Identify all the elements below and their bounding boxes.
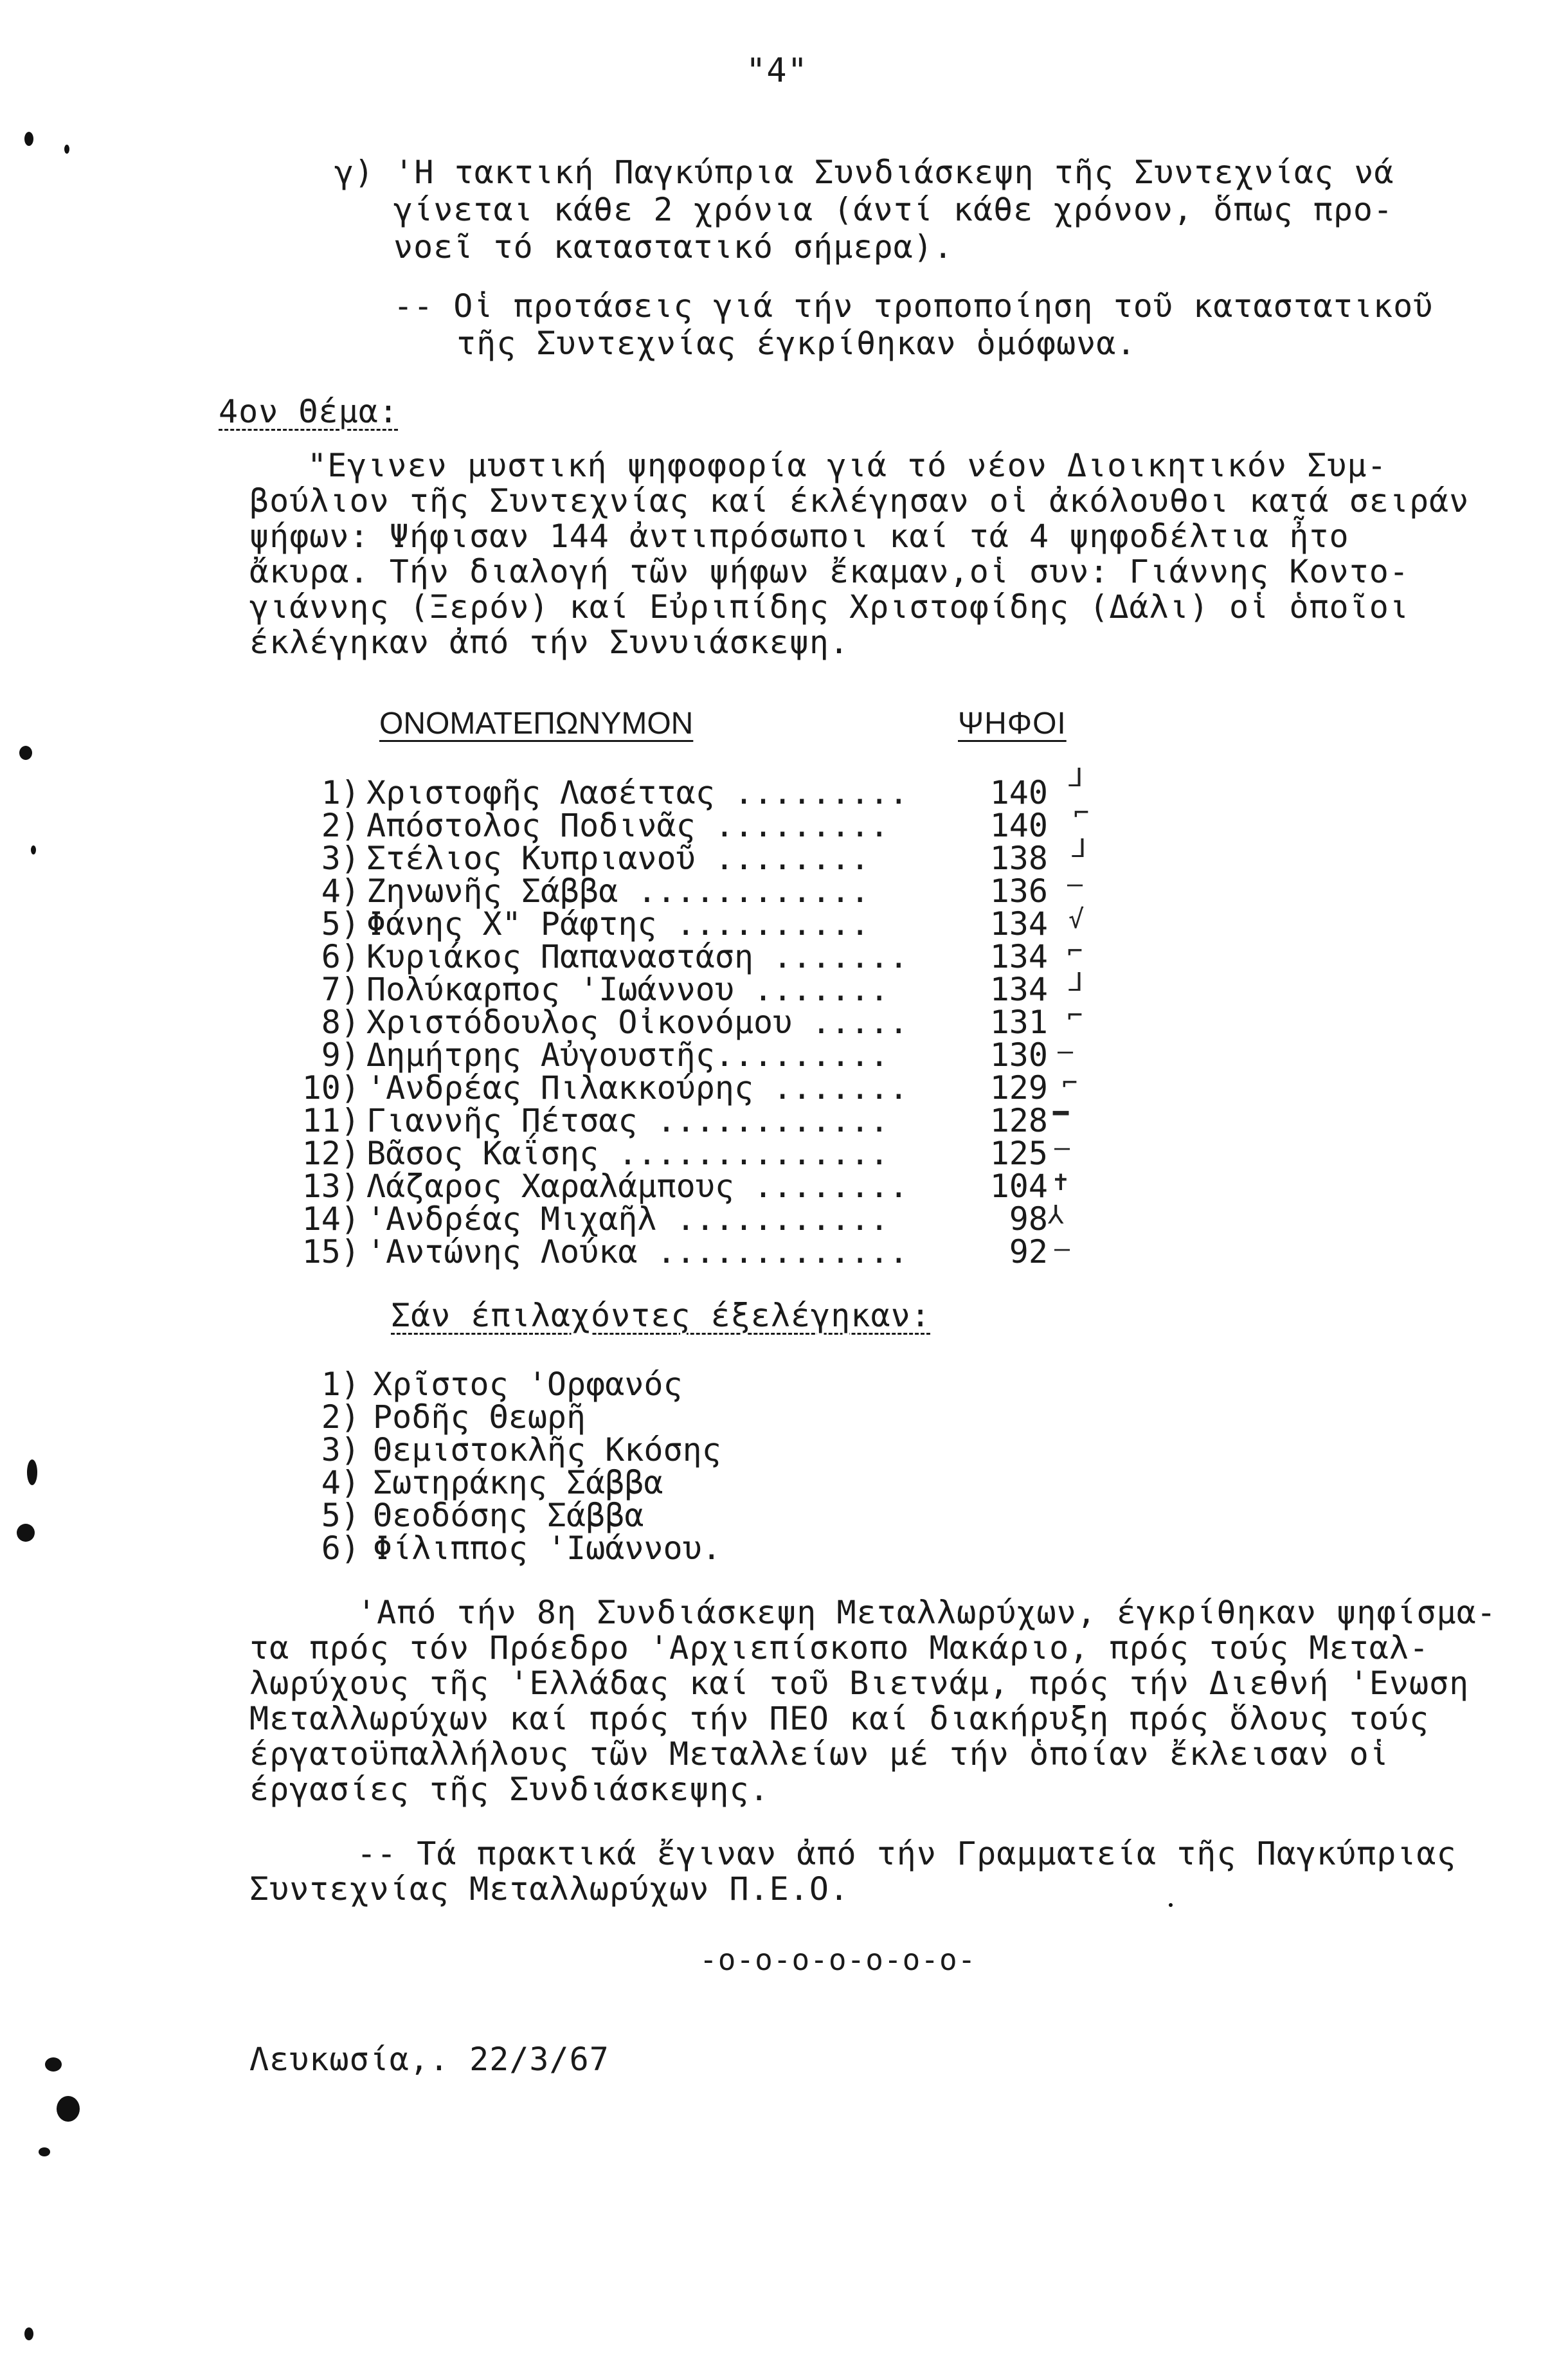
candidate-name: Πολύκαρπος 'Ιωάννου ....... [366, 971, 889, 1008]
scan-speck [1169, 1903, 1173, 1907]
election-paragraph-line: γιάννης (Ξερόν) καί Εὐριπίδης Χριστοφίδης (Δάλι) οἱ ὁποῖοι [249, 588, 1409, 626]
table-row [283, 1201, 1119, 1237]
place-and-date: Λευκωσία,. 22/3/67 [249, 2041, 609, 2078]
table-header-votes: ΨΗΦΟΙ [958, 707, 1067, 741]
table-row [283, 939, 1119, 975]
table-row [283, 1135, 1119, 1171]
row-number: 12) [302, 1135, 360, 1172]
tick-mark: — [1067, 869, 1083, 899]
row-number: 1) [321, 774, 360, 811]
row-number: 13) [302, 1168, 360, 1205]
item-gamma-line: νοεῖ τό καταστατικό σήμερα). [393, 228, 953, 266]
scan-speck [17, 1524, 35, 1542]
tick-mark: ⅄ [1048, 1200, 1064, 1230]
table-row [283, 1099, 1119, 1139]
row-number: 2) [321, 807, 360, 844]
vote-count: 92 [1009, 1233, 1048, 1270]
table-row [283, 968, 1119, 1008]
tick-mark: ᒧ [1067, 763, 1083, 793]
scan-speck [39, 2147, 50, 2156]
candidate-name: Κυριάκος Παπαναστάση ....... [366, 938, 908, 975]
table-row [283, 1168, 1119, 1204]
resolutions-line: Μεταλλωρύχων καί πρός τήν ΠΕΟ καί διακήρυξη πρός ὅλους τούς [249, 1700, 1430, 1737]
scan-speck [57, 2096, 80, 2122]
vote-count: 136 [989, 872, 1048, 910]
vote-count: 134 [989, 905, 1048, 943]
tick-mark: ━ [1053, 1099, 1069, 1128]
row-number: 9) [321, 1036, 360, 1074]
tick-mark: ✝ [1053, 1167, 1069, 1197]
resolutions-line: 'Από τήν 8η Συνδιάσκεψη Μεταλλωρύχων, έγκρίθηκαν ψηφίσμα- [357, 1594, 1497, 1631]
table-row [283, 906, 1119, 942]
candidate-name: Ζηνωνῆς Σάββα ............ [366, 872, 870, 910]
section-separator: -o-o-o-o-o-o-o- [699, 1942, 977, 1977]
row-number: 14) [302, 1200, 360, 1238]
scan-speck [19, 746, 32, 760]
vote-count: 131 [989, 1004, 1048, 1041]
alternate-name: Σωτηράκης Σάββα [373, 1464, 663, 1501]
row-number: 3) [321, 840, 360, 877]
candidate-name: 'Ανδρέας Πιλακκούρης ....... [366, 1069, 908, 1106]
tick-mark: ᒧ [1070, 834, 1086, 863]
row-number: 7) [321, 971, 360, 1008]
row-number: 8) [321, 1004, 360, 1041]
alternate-number: 3) [321, 1431, 360, 1468]
row-number: 15) [302, 1233, 360, 1270]
vote-count: 104 [989, 1168, 1048, 1205]
vote-count: 125 [989, 1135, 1048, 1172]
table-row [283, 1234, 1119, 1270]
tick-mark: ⌐ [1062, 1069, 1078, 1098]
election-paragraph-line: έκλέγηκαν ἀπό τήν Συνυιάσκεψη. [249, 624, 850, 661]
topic-heading: 4ον Θέμα: [219, 393, 399, 430]
tick-mark: — [1058, 1036, 1074, 1066]
table-row [283, 1037, 1119, 1073]
resolutions-line: έργατοϋπαλλήλους τῶν Μεταλλείων μέ τήν ὁποίαν ἔκλεισαν οἱ [249, 1735, 1389, 1773]
vote-count: 128 [989, 1102, 1048, 1139]
vote-count: 134 [989, 938, 1048, 975]
tick-mark: ⌐ [1074, 799, 1090, 828]
tick-mark: — [1054, 1133, 1070, 1162]
election-paragraph-line: ψήφων: Ψήφισαν 144 ἀντιπρόσωποι καί τά 4 ψηφοδέλτια ἦτο [249, 518, 1349, 555]
row-number: 4) [321, 872, 360, 910]
page-number: "4" [746, 51, 808, 90]
alternate-number: 5) [321, 1497, 360, 1534]
table-row [283, 775, 1119, 811]
tick-mark: — [1054, 1234, 1070, 1263]
alternate-name: Θεμιστοκλῆς Κκόσης [373, 1431, 721, 1468]
minutes-note-line: -- Τά πρακτικά ἔγιναν ἀπό τήν Γραμματεία τῆς Παγκύπριας [357, 1835, 1457, 1872]
vote-count: 140 [989, 807, 1048, 844]
scan-speck [24, 2327, 33, 2340]
table-header-name: ΟΝΟΜΑΤΕΠΩΝΥΜΟΝ [379, 707, 694, 741]
vote-count: 129 [989, 1069, 1048, 1106]
alternate-name: Θεοδόσης Σάββα [373, 1497, 644, 1534]
election-paragraph-line: ἄκυρα. Τήν διαλογή τῶν ψήφων ἔκαμαν,οἱ συν: Γιάννης Κοντο- [249, 553, 1409, 590]
approval-note-line: -- Οἱ προτάσεις γιά τήν τροποποίηση τοῦ καταστατικοῦ [393, 287, 1434, 325]
alternate-number: 6) [321, 1530, 360, 1567]
scan-speck [27, 1459, 37, 1485]
resolutions-line: τα πρός τόν Πρόεδρο 'Αρχιεπίσκοπο Μακάριο, πρός τούς Μεταλ- [249, 1629, 1430, 1666]
candidate-name: Χριστοφῆς Λασέττας ......... [366, 774, 908, 811]
election-paragraph-line: βούλιον τῆς Συντεχνίας καί έκλέγησαν οἱ ἀκόλουθοι κατά σειράν [249, 482, 1470, 519]
vote-count: 134 [989, 971, 1048, 1008]
row-number: 10) [302, 1069, 360, 1106]
alternate-number: 2) [321, 1398, 360, 1436]
tick-mark: ᒧ [1067, 968, 1083, 997]
candidate-name: Στέλιος Κυπριανοῦ ........ [366, 840, 870, 877]
scan-speck [24, 132, 33, 146]
candidate-name: Λάζαρος Χαραλάμπους ........ [366, 1168, 908, 1205]
alternates-heading: Σάν έπιλαχόντες έξελέγηκαν: [391, 1297, 931, 1334]
resolutions-line: λωρύχους τῆς 'Ελλάδας καί τοῦ Βιετνάμ, πρός τήν Διεθνή 'Ενωση [249, 1665, 1470, 1702]
table-row [283, 869, 1119, 910]
vote-count: 130 [989, 1036, 1048, 1074]
scan-speck [64, 145, 69, 154]
candidate-name: Βᾶσος Καΐσης .............. [366, 1135, 889, 1172]
candidate-name: Φάνης Χ" Ράφτης .......... [366, 905, 870, 943]
minutes-note-line: Συντεχνίας Μεταλλωρύχων Π.Ε.Ο. [249, 1870, 850, 1908]
election-paragraph-line: "Εγινεν μυστική ψηφοφορία γιά τό νέον Διοικητικόν Συμ- [307, 447, 1387, 484]
item-gamma-line: γίνεται κάθε 2 χρόνια (άντί κάθε χρόνον, ὅπως προ- [393, 191, 1394, 228]
candidate-name: Χριστόδουλος Οἰκονόμου ..... [366, 1004, 908, 1041]
candidate-name: Δημήτρης Αὐγουστῆς......... [366, 1036, 889, 1074]
alternate-name: Φίλιππος 'Ιωάννου. [373, 1530, 721, 1567]
tick-mark: √ [1068, 905, 1085, 934]
candidate-name: Γιαννῆς Πέτσας ............ [366, 1102, 889, 1139]
candidate-name: 'Αντώνης Λούκα ............. [366, 1233, 908, 1270]
alternate-number: 4) [321, 1464, 360, 1501]
alternate-name: Ροδῆς Θεωρῆ [373, 1398, 586, 1436]
scan-speck [31, 845, 36, 854]
table-row [283, 1001, 1119, 1041]
alternate-name: Χρῖστος 'Ορφανός [373, 1366, 683, 1403]
candidate-name: Απόστολος Ποδινᾶς ......... [366, 807, 889, 844]
tick-mark: ⌐ [1067, 937, 1083, 966]
row-number: 11) [302, 1102, 360, 1139]
vote-count: 98 [1009, 1200, 1048, 1238]
candidate-name: 'Ανδρέας Μιχαῆλ ........... [366, 1200, 889, 1238]
scan-speck [45, 2057, 62, 2072]
tick-mark: ⌐ [1067, 1001, 1083, 1031]
row-number: 6) [321, 938, 360, 975]
approval-note-line: τῆς Συντεχνίας έγκρίθηκαν ὁμόφωνα. [456, 325, 1137, 362]
vote-count: 140 [989, 774, 1048, 811]
item-gamma-line: γ) 'Η τακτική Παγκύπρια Συνδιάσκεψη τῆς Συντεχνίας νά [334, 154, 1394, 191]
row-number: 5) [321, 905, 360, 943]
vote-count: 138 [989, 840, 1048, 877]
table-row [283, 840, 1119, 876]
table-row [283, 808, 1119, 844]
resolutions-line: έργασίες τῆς Συνδιάσκεψης. [249, 1771, 770, 1808]
alternate-number: 1) [321, 1366, 360, 1403]
table-row [283, 1070, 1119, 1106]
